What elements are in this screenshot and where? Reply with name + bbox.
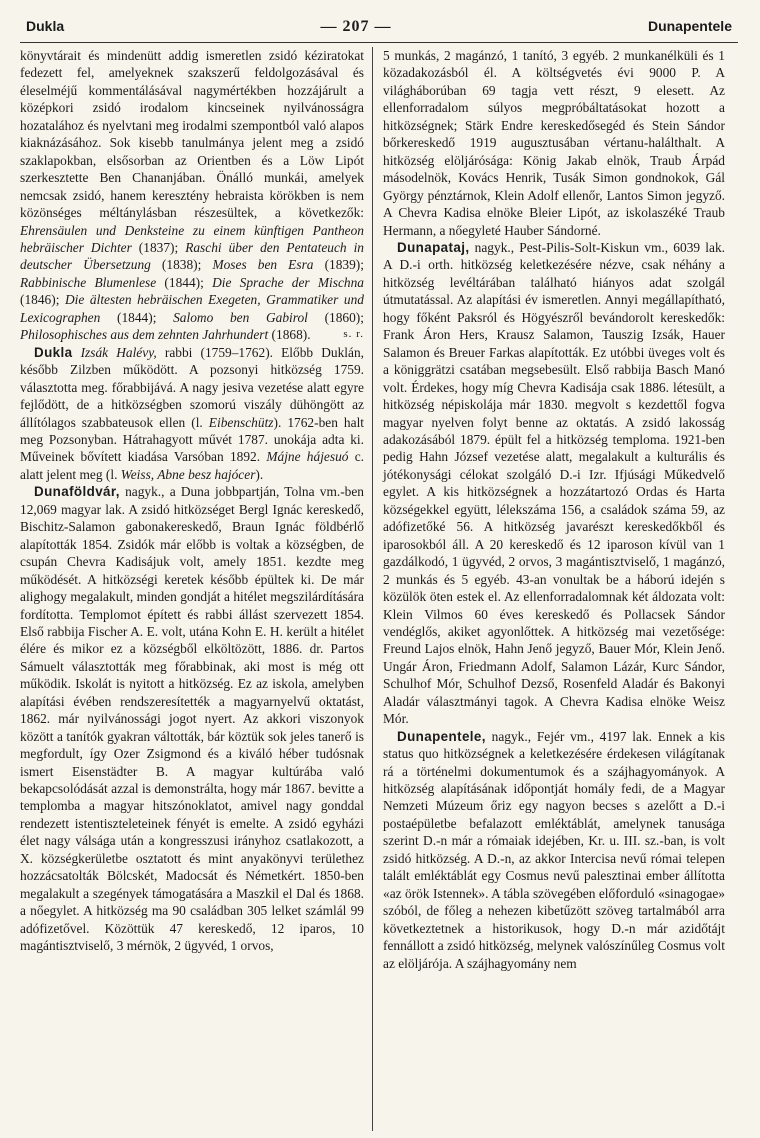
- text-run: (1838);: [150, 257, 213, 273]
- column-divider: [372, 47, 373, 1131]
- entry-body: nagyk., Pest-Pilis-Solt-Kiskun vm., 6039 lak. A D.-i orth. hitközség keletkezésére nézve, csak néhány a hitközség levéltárában található hiányos adat szolgál útmutatással. Az alapítási év ismeretlen. Annyi megállapítható, hogy főként Paksról és Högyészről bevándorolt kereskedők: Frank Áron Hers, Krausz Salamon, Tauszig Izsák, Hauer Salamon és Breuer Farkas alapították. Ez utóbbi üveges volt és a königgrätzi csatában megsebesült. Első rabbija Basch Manó volt. Érdekes, hogy míg Chevra Kadisája csak 1886. létesült, a hitközség népiskolája már 1830. megvolt s kezdettől fogva magyar nyelven folyt benne az oktatás. A zsidó lakosság adakozásából 1879. épült fel a hitközség temploma. 1921-ben pedig Hahn József vezetése alatt, megalakult a kulturális és jótékonysági célokat szolgáló D.-i Izr. Ifjúsági Műkedvelő egylet. A kis hitközségnek a hozzátartozó Ordas és Harta községekkel együtt, lélekszáma 156, a családok száma 59, az adófizetőké 56. A hitközség javarészt kereskedőkből és iparosokból áll. A 20 kereskedő és 12 iparoson kívül van 1 gazdálkodó, 1 ügyvéd, 2 orvos, 3 magántisztviselő, 1 magánzó, 2 munkás és 5 egyéb. 43-an vonultak be a háború idején s közülök öten estek el. Az ellenforradalomnak két áldozata volt: Klein Vilmos 60 éves kereskedő és Pollacsek Sándor vendéglős, akiket agyonlőttek. A hitközség mai vezetősége: Freund Lajos elnök, Hahn Jenő jegyző, Bauer Mór, Klein Jenő. Ungár Áron, Friedmann Adolf, Salamon Lázár, Kurc Sándor, Schulhof Mór, Schulhof Dezső, Rosenfeld Aladár és Bakonyi Aladár választmányi tagok. A Chevra Kadisa elnöke Weisz Mór.: [383, 239, 725, 727]
- cross-reference: Eibenschütz: [208, 414, 274, 430]
- cross-reference: Weiss, Abne besz hajócer: [120, 466, 256, 482]
- entry-continuation-paragraph: 5 munkás, 2 magánzó, 1 tanító, 3 egyéb. 2 munkanélküli és 1 közadakozásból él. A költségvetés évi 9000 P. A világháborúban 69 tagja vett részt, 9 elesett. Az ellenforradalom súlyos megpróbáltatásokat hozott a hitközségnek; Stärk Endre kereskedősegéd és Stein Sándor bőrkereskedő 1919 augusztusában vértanu-halálthalt. A hitközség elöljárósága: König Jakab elnök, Traub Árpád másodelnök, Kovács Henrik, Tusák Simon gondnokok, Gál György pénztárnok, Klein Adolf ellenőr, Lantos Simon jegyző. A Chevra Kadisa elnöke Bleier Lipót, az iskolaszéké Traub Hermann, a nőegyleté Hauber Sándorné.: [383, 48, 725, 238]
- text-run: (1860);: [307, 309, 364, 325]
- entry-headword: Dunapataj,: [397, 239, 470, 255]
- work-title: Rabbinische Blumenlese: [20, 274, 157, 290]
- left-column: [20, 47, 370, 1131]
- header-right-keyword: Dunapentele: [647, 18, 732, 34]
- text-run: (1846);: [20, 292, 65, 308]
- text-run: (1839);: [313, 257, 364, 273]
- work-title: Salomo ben Gabirol: [173, 309, 308, 325]
- text-run: ).: [255, 466, 264, 482]
- text-run: (1844);: [156, 274, 213, 290]
- work-title: Moses ben Esra: [212, 257, 314, 273]
- work-title: Raschi über den Pentateuch in deutscher Übersetzung: [20, 239, 364, 273]
- entry-person-name: Izsák Halévy,: [80, 344, 157, 360]
- entry-dunapataj: [383, 239, 725, 728]
- text-run: rabbi (1759–1762). Előbb Duklán, később Zilzben működött. A pozsonyi hitközség 1759. választotta meg. főrabbijává. A nagy jesiva vezetése alatt egyre fejlődött, de a hitközségben szomorú viszály dühöngött az állítólagos szabbateusok ellen (l.: [20, 344, 364, 430]
- work-title: Die ältesten hebräischen Exegeten, Grammatiker und Lexicographen: [20, 292, 364, 325]
- text-run: ). 1762-ben halt meg Pozsonyban. Hátrahagyott művét 1787. unokája adta ki. Műveinek bővített kiadása Varsóban 1892.: [20, 414, 365, 465]
- entry-dukla-izsak-halevy: [20, 344, 364, 484]
- entry-dunapentele: [383, 728, 725, 972]
- work-title: Philosophisches aus dem zehnten Jahrhundert: [20, 327, 269, 343]
- entry-headword: Dunaföldvár,: [34, 484, 120, 500]
- entry-headword: Dukla: [34, 344, 73, 360]
- work-title: Májne hájesuó: [266, 449, 349, 465]
- text-run: (1844);: [100, 309, 174, 325]
- text-run: c. alatt jelent meg (l.: [20, 449, 365, 482]
- entry-body: nagyk., Fejér vm., 4197 lak. Ennek a kis status quo hitközségnek a keletkezésére érdekesen világítanak rá a történelmi dokumentumok és a szájhagyományok. A hitközség alapításának időpontját homály fedi, de a Magyar Nemzeti Múzeum őriz egy nagyon becses s azelőtt a D.-i postaépületbe befalazott emléktáblát, amelynek tanusága szerint D.-n már a rómaiak idejében, Kr. u. III. sz.-ban, is volt zsidó hitközség. A D.-n, az akkor Intercisa nevű római telepen talált emléktáblát egy Cosmus nevű palesztinai ember állította «az örök Istennek». A tábla szövegében előforduló «sinagogae» szóból, de főleg a nehezen kibetűzött szöveg tartalmából arra következtetnek a historikusok, hogy D.-n már azidőtájt fennállott a zsidó hitközség, melynek valószínűleg Cosmus volt az elöljárója. A szájhagyomány nem: [383, 728, 725, 971]
- work-title: Ehrensäulen und Denksteine zu einem künftigen Pantheon hebräischer Dichter: [20, 222, 364, 255]
- author-signature: s. r.: [343, 328, 364, 341]
- right-column: [375, 47, 725, 1131]
- entry-continuation-paragraph: [20, 47, 364, 344]
- running-header: [20, 18, 738, 43]
- header-left-keyword: Dukla: [26, 18, 65, 34]
- entry-dunafoldvar: [20, 483, 364, 954]
- two-column-body: [20, 47, 738, 1131]
- work-title: Die Sprache der Mischna: [212, 274, 365, 290]
- text-run: (1868).: [268, 327, 311, 343]
- text-run: (1837);: [131, 239, 186, 255]
- entry-headword: Dunapentele,: [397, 728, 486, 744]
- text-run: könyvtárait és mindenütt addig ismeretlen zsidó kéziratokat fedezett fel, amelyeknek szakszerű feldolgozásával és éleselméjű kommentálásával nagymértékben hozzájárult a középkori zsidó irodalom kincseinek nyilvánosságra hozatalához és nyelvtani meg irodalmi szempontból való alapos kiaknázásához. Sok kisebb tanulmánya jelent meg a zsidó szaklapokban, elsősorban az Orientben és a Löw Lipót szerkesztette Ben Chananjában. Önálló munkái, amelyek nemcsak zsidó, hanem keresztény hebraista körökben is nem közönséges méltánylásban részesültek, a következők:: [20, 48, 364, 221]
- entry-body: nagyk., a Duna jobbpartján, Tolna vm.-ben 12,069 magyar lak. A zsidó hitközséget Bergl Ignác kereskedő, Bischitz-Salamon gabonakereskedő, Braun Ignác földbérlő alapították 1854. Zsidók már előbb is voltak a községben, de csupán Chevra Kadisájuk volt, amely 1851. kezdte meg működését. A hitközségi keretek később épültek ki. De már alighogy megalakult, minden gondját a hitélet megszilárdítására fordította. Templomot épített és rabbi állást szervezett 1854. Első rabbija Fischer A. E. volt, utána Kohn E. H. került a hitélet élére és mikor ez a községből elköltözött, 1886. dr. Partos Sámuelt választották meg főrabbinak, aki most is még ott működik. Iskolát is nyitott a hitközség. Ez az iskola, amelyben alapítási évében rendszeresítették a magyarnyelvű oktatást, 1862. már nyilvánossági jogot nyert. Az akkori viszonyok között a tanítók gyakran váltották, bár köztük sok jeles tanerő is megfordult, így Ozer Zsigmond és a kiváló héber tudósnak ismert Eisenstädter B. A magyar kultúrába való bekapcsolódását azzal is demonstrálta, hogy már 1867. bevitte a templomba a magyar hitszónoklatot, amivel nagy gonddal rendezett istentiszteleteinek fényét is emelte. A zsidó egyházi élet nagy válsága után a kongresszusi irányhoz csatlakozott, a X. községkerületbe osztatott és mint anyakönyvi területhez hozzácsatolták Bölcskét, Madocsát és Németkért. 1850-ben megalakult a szegények támogatására a Maszkil el Dal és 1868. a nőegylet. A hitközség ma 90 családban 305 lelket számlál 99 adófizetővel. Közöttük 47 kereskedő, 12 iparos, 10 magántisztviselő, 3 mérnök, 2 ügyvéd, 1 orvos,: [20, 484, 364, 954]
- page-number: — 207 —: [320, 18, 392, 35]
